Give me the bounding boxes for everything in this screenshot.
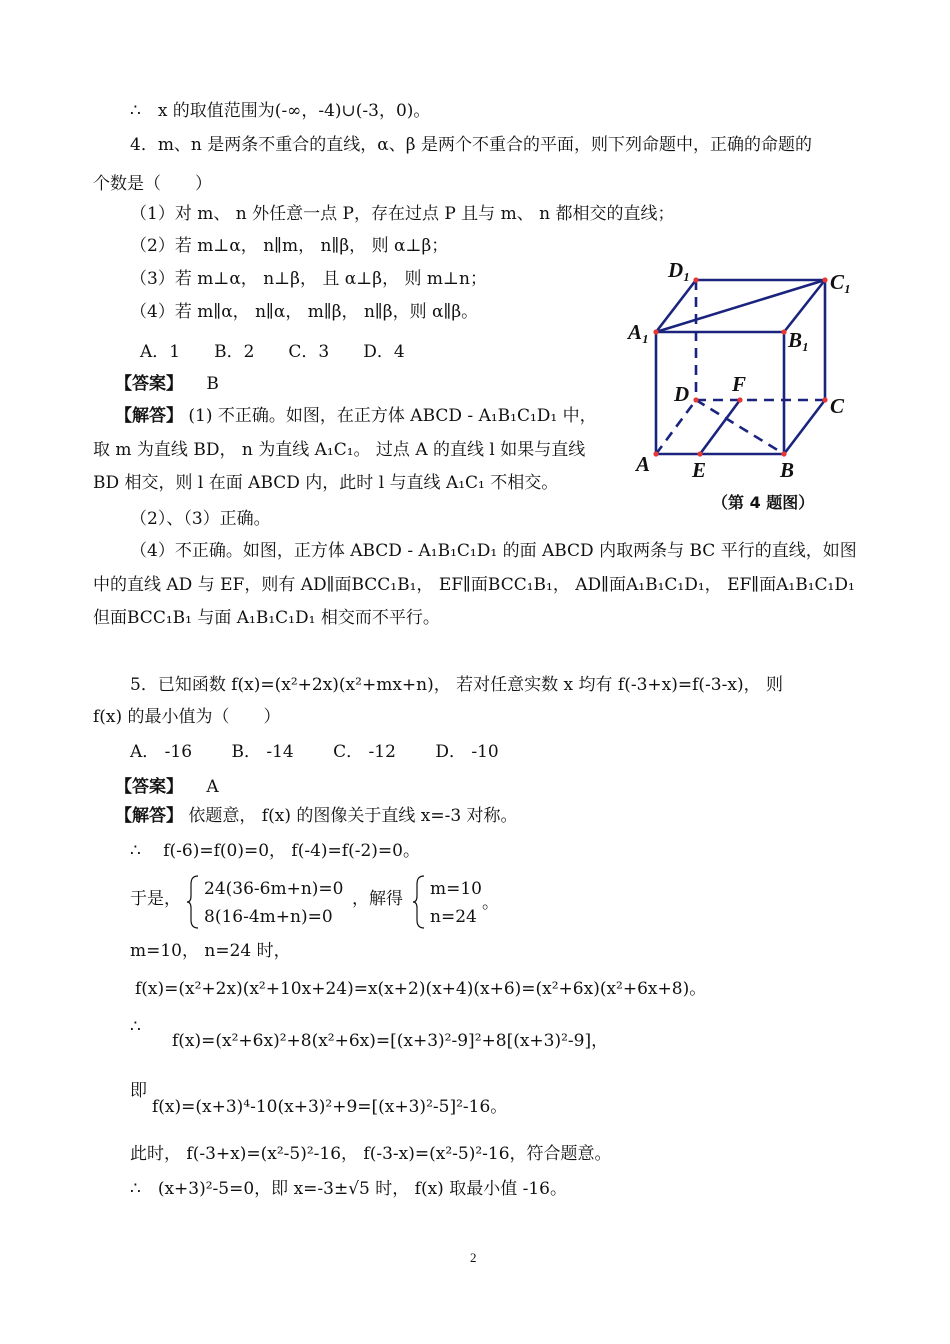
label-d: D	[674, 382, 690, 406]
question-4-stem-cont: 个数是（ ）	[93, 174, 212, 194]
solution-row-q4	[115, 405, 597, 427]
solution-q5-line-9: ∴ (x+3)²-5=0，即 x=-3±√5 时， f(x) 取最小值 -16。	[130, 1179, 567, 1199]
solution-line-6: 中的直线 AD 与 EF，则有 AD∥面BCC₁B₁， EF∥面BCC₁B₁， AD∥面A₁B₁C₁D₁， EF∥面A₁B₁C₁D₁	[93, 575, 855, 595]
proposition-4: （4）若 m∥α， n∥α， m∥β， n∥β，则 α∥β。	[130, 302, 479, 322]
solution-n: n=24	[430, 907, 477, 927]
solution-q5-line-2: ∴ f(-6)=f(0)=0， f(-4)=f(-2)=0。	[130, 841, 420, 861]
edge-a-d	[656, 400, 696, 454]
solution-label: 【解答】	[115, 806, 183, 826]
answer-label: 【答案】	[115, 777, 183, 797]
therefore-symbol: ∴	[130, 1017, 141, 1037]
solution-line-3: BD 相交，则 l 在面 ABCD 内，此时 l 与直线 A₁C₁ 不相交。	[93, 473, 559, 493]
edge-b-c	[784, 400, 825, 454]
solution-line-4: （2）、（3）正确。	[130, 509, 271, 529]
equation-2: 8(16-4m+n)=0	[204, 907, 333, 927]
label-a: A	[636, 452, 651, 476]
answer-row-q5	[115, 776, 219, 798]
label-d1: D₁	[668, 258, 691, 282]
label-b1: B₁	[788, 328, 810, 352]
diagonal-d-b	[696, 400, 784, 454]
solution-line-2: 取 m 为直线 BD， n 为直线 A₁C₁。 过点 A 的直线 l 如果与直线	[93, 440, 586, 460]
solution-row-q5	[115, 805, 518, 827]
edge-a1-d1	[656, 280, 696, 332]
label-f: F	[732, 372, 747, 396]
solution-q5-line-8: 此时， f(-3+x)=(x²-5)²-16， f(-3-x)=(x²-5)²-16，符合题意。	[130, 1144, 612, 1164]
line-e-f	[700, 400, 740, 454]
solution-text: 依题意， f(x) 的图像关于直线 x=-3 对称。	[188, 806, 518, 826]
question-4-stem: 4．m、n 是两条不重合的直线，α、β 是两个不重合的平面，则下列命题中，正确的命题的	[130, 135, 812, 155]
label-e: E	[692, 458, 707, 482]
system-intro: 于是，	[130, 889, 181, 909]
solution-line-5: （4）不正确。如图，正方体 ABCD - A₁B₁C₁D₁ 的面 ABCD 内取两条与 BC 平行的直线，如图	[130, 541, 857, 561]
ji-word: 即	[130, 1081, 147, 1101]
text-line-1: ∴ x 的取值范围为(-∞，-4)∪(-3，0)。	[130, 101, 431, 121]
diagonal-a1-c1	[656, 280, 825, 332]
proposition-2: （2）若 m⊥α， n∥m， n∥β， 则 α⊥β；	[130, 236, 449, 256]
answer-label: 【答案】	[115, 374, 183, 394]
solve-word: ，解得	[352, 889, 403, 909]
solution-text: (1) 不正确。如图，在正方体 ABCD - A₁B₁C₁D₁ 中，	[188, 406, 597, 426]
answer-row-q4	[115, 373, 219, 395]
label-b: B	[780, 458, 795, 482]
solution-q5-line-4: m=10， n=24 时，	[130, 941, 291, 961]
left-brace-icon	[412, 874, 426, 930]
question-4-options: A．1 B．2 C．3 D．4	[140, 342, 405, 362]
proposition-1: （1）对 m、 n 外任意一点 P，存在过点 P 且与 m、 n 都相交的直线；	[130, 204, 675, 224]
figure-caption: （第 4 题图）	[712, 493, 815, 512]
answer-value: A	[206, 777, 219, 797]
label-c1: C₁	[830, 270, 852, 294]
proposition-3: （3）若 m⊥α， n⊥β， 且 α⊥β， 则 m⊥n；	[130, 269, 487, 289]
solution-label: 【解答】	[115, 406, 183, 426]
period: 。	[482, 893, 499, 913]
solution-line-7: 但面BCC₁B₁ 与面 A₁B₁C₁D₁ 相交而不平行。	[93, 608, 440, 628]
solution-m: m=10	[430, 879, 482, 899]
question-5-stem: 5．已知函数 f(x)=(x²+2x)(x²+mx+n)， 若对任意实数 x 均有 f(-3+x)=f(-3-x)， 则	[130, 675, 783, 695]
left-brace-icon	[186, 874, 200, 930]
equation-1: 24(36-6m+n)=0	[204, 879, 344, 899]
label-a1: A₁	[628, 320, 650, 344]
cube-figure	[628, 254, 868, 524]
question-5-stem-cont: f(x) 的最小值为（ ）	[93, 707, 281, 727]
edge-b1-c1	[784, 280, 825, 332]
solution-q5-line-7: f(x)=(x+3)⁴-10(x+3)²+9=[(x+3)²-5]²-16。	[152, 1097, 508, 1117]
page-number: 2	[470, 1250, 477, 1265]
answer-value: B	[206, 374, 219, 394]
question-5-options: A． -16 B． -14 C． -12 D． -10	[130, 742, 499, 762]
label-c: C	[830, 394, 845, 418]
solution-q5-line-6: f(x)=(x²+6x)²+8(x²+6x)=[(x+3)²-9]²+8[(x+3)²-9]，	[172, 1031, 609, 1051]
solution-q5-line-5: f(x)=(x²+2x)(x²+10x+24)=x(x+2)(x+4)(x+6)=(x²+6x)(x²+6x+8)。	[135, 979, 707, 999]
